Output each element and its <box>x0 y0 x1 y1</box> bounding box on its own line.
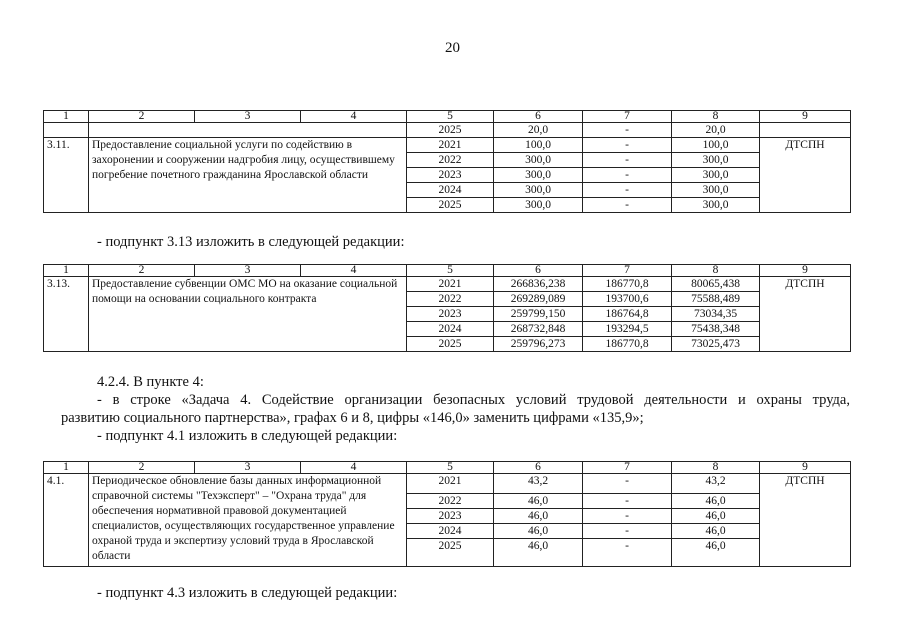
col-header: 6 <box>494 462 583 474</box>
col-header: 3 <box>195 462 301 474</box>
org-cell: ДТСПН <box>760 277 851 352</box>
value-cell: 46,0 <box>494 539 583 567</box>
year-cell: 2024 <box>407 524 494 539</box>
col-header: 8 <box>672 111 760 123</box>
value-cell: 269289,089 <box>494 292 583 307</box>
value-cell: 73025,473 <box>672 337 760 352</box>
value-cell: 80065,438 <box>672 277 760 292</box>
value-cell: 43,2 <box>494 474 583 494</box>
value-cell: 186770,8 <box>583 277 672 292</box>
org-cell: ДТСПН <box>760 474 851 567</box>
col-header: 6 <box>494 265 583 277</box>
value-cell: 46,0 <box>672 524 760 539</box>
value-cell: 46,0 <box>672 494 760 509</box>
value-cell: 20,0 <box>494 123 583 138</box>
year-cell: 2021 <box>407 138 494 153</box>
col-header: 1 <box>44 111 89 123</box>
value-cell: - <box>583 153 672 168</box>
value-cell: - <box>583 539 672 567</box>
col-header: 6 <box>494 111 583 123</box>
value-cell: - <box>583 509 672 524</box>
col-header: 2 <box>89 111 195 123</box>
year-cell: 2025 <box>407 123 494 138</box>
col-header: 3 <box>195 111 301 123</box>
table-item-3-13 <box>43 264 851 352</box>
col-header: 2 <box>89 265 195 277</box>
column-header-row <box>44 265 851 277</box>
col-header: 5 <box>407 462 494 474</box>
page-number: 20 <box>445 40 460 56</box>
value-cell: - <box>583 494 672 509</box>
col-header: 9 <box>760 265 851 277</box>
value-cell: 300,0 <box>494 183 583 198</box>
col-header: 9 <box>760 111 851 123</box>
instruction-paragraph: - подпункт 3.13 изложить в следующей редакции: <box>97 234 405 250</box>
instruction-paragraph: развитию социального партнерства», графах 6 и 8, цифры «146,0» заменить цифрами «135,9»; <box>61 410 644 426</box>
instruction-paragraph: - подпункт 4.3 изложить в следующей редакции: <box>97 585 398 601</box>
value-cell: 75438,348 <box>672 322 760 337</box>
col-header: 4 <box>301 462 407 474</box>
value-cell: 300,0 <box>494 198 583 213</box>
value-cell: 186770,8 <box>583 337 672 352</box>
value-cell: 193700,6 <box>583 292 672 307</box>
value-cell: 300,0 <box>672 183 760 198</box>
value-cell: 186764,8 <box>583 307 672 322</box>
item-name: Периодическое обновление базы данных информационной справочной системы "Техэксперт" – "Охрана труда" для обеспечения нормативной правовой документацией специалистов, осуществляющих государственное управление охраной труда и экспертизу условий труда в Ярославской области <box>89 474 407 567</box>
item-name: Предоставление социальной услуги по содействию в захоронении и сооружении надгробия лицу, осуществившему погребение почетного гражданина Ярославской области <box>89 138 407 213</box>
item-number: 3.13. <box>44 277 89 352</box>
table-row <box>44 277 851 292</box>
value-cell: 73034,35 <box>672 307 760 322</box>
instruction-paragraph: - подпункт 4.1 изложить в следующей редакции: <box>97 428 398 444</box>
col-header: 1 <box>44 265 89 277</box>
year-cell: 2023 <box>407 509 494 524</box>
year-cell: 2025 <box>407 198 494 213</box>
year-cell: 2024 <box>407 183 494 198</box>
value-cell: 300,0 <box>494 153 583 168</box>
value-cell: 300,0 <box>672 198 760 213</box>
value-cell: 46,0 <box>494 494 583 509</box>
year-cell: 2025 <box>407 539 494 567</box>
table-item-4-1 <box>43 461 851 567</box>
value-cell: - <box>583 168 672 183</box>
value-cell: 300,0 <box>672 168 760 183</box>
col-header: 5 <box>407 111 494 123</box>
value-cell: - <box>583 138 672 153</box>
instruction-paragraph: - в строке «Задача 4. Содействие организации безопасных условий трудовой деятельности и охраны труда, <box>97 392 850 408</box>
value-cell: 46,0 <box>672 539 760 567</box>
value-cell: 75588,489 <box>672 292 760 307</box>
value-cell: 46,0 <box>494 524 583 539</box>
table-row <box>44 123 851 138</box>
value-cell: 100,0 <box>494 138 583 153</box>
year-cell: 2022 <box>407 153 494 168</box>
year-cell: 2024 <box>407 322 494 337</box>
col-header: 8 <box>672 462 760 474</box>
value-cell: 43,2 <box>672 474 760 494</box>
col-header: 8 <box>672 265 760 277</box>
column-header-row <box>44 462 851 474</box>
value-cell: 300,0 <box>494 168 583 183</box>
table-row <box>44 474 851 494</box>
value-cell: - <box>583 524 672 539</box>
value-cell: 259796,273 <box>494 337 583 352</box>
table-item-3-11 <box>43 110 851 213</box>
col-header: 4 <box>301 111 407 123</box>
col-header: 5 <box>407 265 494 277</box>
year-cell: 2022 <box>407 494 494 509</box>
value-cell: 259799,150 <box>494 307 583 322</box>
year-cell: 2023 <box>407 307 494 322</box>
col-header: 2 <box>89 462 195 474</box>
value-cell: 20,0 <box>672 123 760 138</box>
org-cell: ДТСПН <box>760 138 851 213</box>
value-cell: - <box>583 474 672 494</box>
year-cell: 2021 <box>407 474 494 494</box>
col-header: 3 <box>195 265 301 277</box>
value-cell: 193294,5 <box>583 322 672 337</box>
value-cell: 46,0 <box>494 509 583 524</box>
value-cell: 266836,238 <box>494 277 583 292</box>
year-cell: 2022 <box>407 292 494 307</box>
col-header: 7 <box>583 462 672 474</box>
item-name: Предоставление субвенции ОМС МО на оказание социальной помощи на основании социального контракта <box>89 277 407 352</box>
section-heading-4-2-4: 4.2.4. В пункте 4: <box>97 374 204 390</box>
year-cell: 2025 <box>407 337 494 352</box>
value-cell: 268732,848 <box>494 322 583 337</box>
year-cell: 2021 <box>407 277 494 292</box>
value-cell: 46,0 <box>672 509 760 524</box>
col-header: 4 <box>301 265 407 277</box>
value-cell: - <box>583 198 672 213</box>
value-cell: 300,0 <box>672 153 760 168</box>
year-cell: 2023 <box>407 168 494 183</box>
col-header: 7 <box>583 111 672 123</box>
col-header: 1 <box>44 462 89 474</box>
item-number: 3.11. <box>44 138 89 213</box>
col-header: 9 <box>760 462 851 474</box>
value-cell: - <box>583 183 672 198</box>
value-cell: 100,0 <box>672 138 760 153</box>
column-header-row <box>44 111 851 123</box>
table-row <box>44 138 851 153</box>
item-number: 4.1. <box>44 474 89 567</box>
col-header: 7 <box>583 265 672 277</box>
value-cell: - <box>583 123 672 138</box>
